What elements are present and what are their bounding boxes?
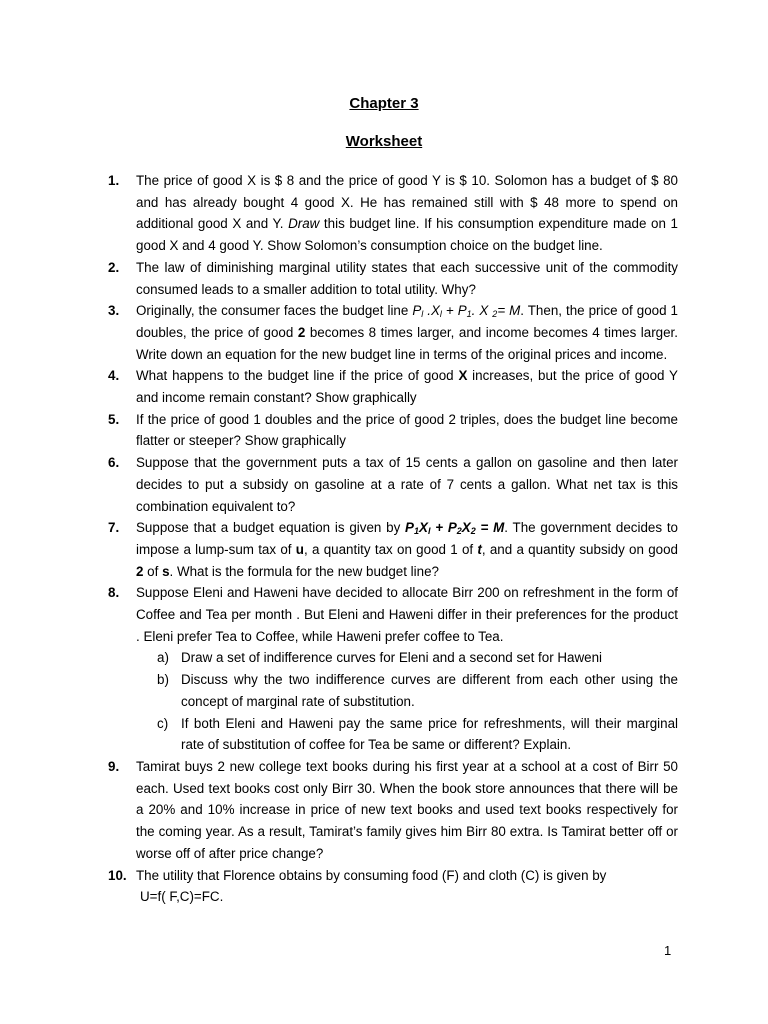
question-number: 7. <box>108 520 120 536</box>
question-7: 7. Suppose that a budget equation is given by $P_1X_l + P_2X_2 = M$. The government decides to impose a lump-sum tax of u, a quantity tax on good 1 of t, and a quantity subsidy on good 2 of s. What is the formula for the new budget line? <box>108 517 678 582</box>
question-10: 10. The utility that Florence obtains by consuming food (F) and cloth (C) is given by <box>108 865 678 887</box>
question-number: 10. <box>108 867 127 883</box>
chapter-title: Chapter 3 <box>349 95 419 112</box>
question-8: 8. Suppose Eleni and Haweni have decided to allocate Birr 200 on refreshment in the form of Coffee and Tea per month . But Eleni and Haweni differ in their preferences for the product . Eleni prefer Tea to Coffee, while Haweni prefer coffee to Tea. <box>108 582 678 647</box>
question-number: 5. <box>108 411 120 427</box>
question-4: 4. What happens to the budget line if the price of good X increases, but the price of good Y and income remain constant? Show graphically <box>108 365 678 408</box>
question-number: 1. <box>108 173 120 188</box>
question-9: 9. Tamirat buys 2 new college text books during his first year at a school at a cost of Birr 50 each. Used text books cost only Birr 30. When the book store announces that there will be a 20% and 10% increase in price of new text books and used text books respectively for the coming year. As a result, Tamirat’s family gives him Birr 80 extra. Is Tamirat better off or worse off of after price change? <box>108 756 678 865</box>
question-number: 2. <box>108 259 120 275</box>
question-6: 6. Suppose that the government puts a tax of 15 cents a gallon on gasoline and then later decides to put a subsidy on gasoline at a rate of 7 cents a gallon. What net tax is this combination equivalent to? <box>108 452 678 517</box>
question-number: 4. <box>108 368 120 384</box>
budget-equation: $P_1X_l + P_2X_2 = M$ <box>405 520 505 537</box>
worksheet-title: Worksheet <box>345 133 423 150</box>
question-2: 2. The law of diminishing marginal utility states that each successive unit of the commodity consumed leads to a smaller addition to total utility. Why? <box>108 257 678 300</box>
question-number: 9. <box>108 758 120 774</box>
page-number: 1 <box>664 943 672 958</box>
question-number: 6. <box>108 455 120 471</box>
question-5: 5. If the price of good 1 doubles and the price of good 2 triples, does the budget line become flatter or steeper? Show graphically <box>108 409 678 452</box>
sub-question-b: b) Discuss why the two indifference curves are different from each other using the concept of marginal rate of substitution. <box>157 672 678 709</box>
question-number: 8. <box>108 585 120 601</box>
question-number: 3. <box>108 303 120 319</box>
sub-question-a: a) Draw a set of indifference curves for Eleni and a second set for Haweni <box>157 650 603 666</box>
question-3: 3. Originally, the consumer faces the budget line $P_l$ $.X_l + P_1$. X $_2$= M. Then, the price of good 1 doubles, the price of good 2 becomes 8 times larger, and income becomes 4 times larger. Write down an equation for the new budget line in terms of the original prices and income. <box>108 300 678 365</box>
budget-equation: $P_l$ $.X_l + P_1$. X $_2$= M <box>412 303 521 320</box>
question-list <box>108 170 678 908</box>
question-1: 1. The price of good X is $ 8 and the price of good Y is $ 10. Solomon has a budget of $ 80 and has already bought 4 good X. He has remained still with $ 48 more to spend on additional good X and Y. Draw this budget line. If his consumption expenditure made on 1 good X and 4 good Y. Show Solomon’s consumption choice on the budget line. <box>108 170 678 257</box>
sub-question-c: c) If both Eleni and Haweni pay the same price for refreshments, will their marginal rate of substitution of coffee for Tea be same or different? Explain. <box>157 715 678 753</box>
utility-formula: U=f( F,C)=FC. <box>140 889 224 905</box>
